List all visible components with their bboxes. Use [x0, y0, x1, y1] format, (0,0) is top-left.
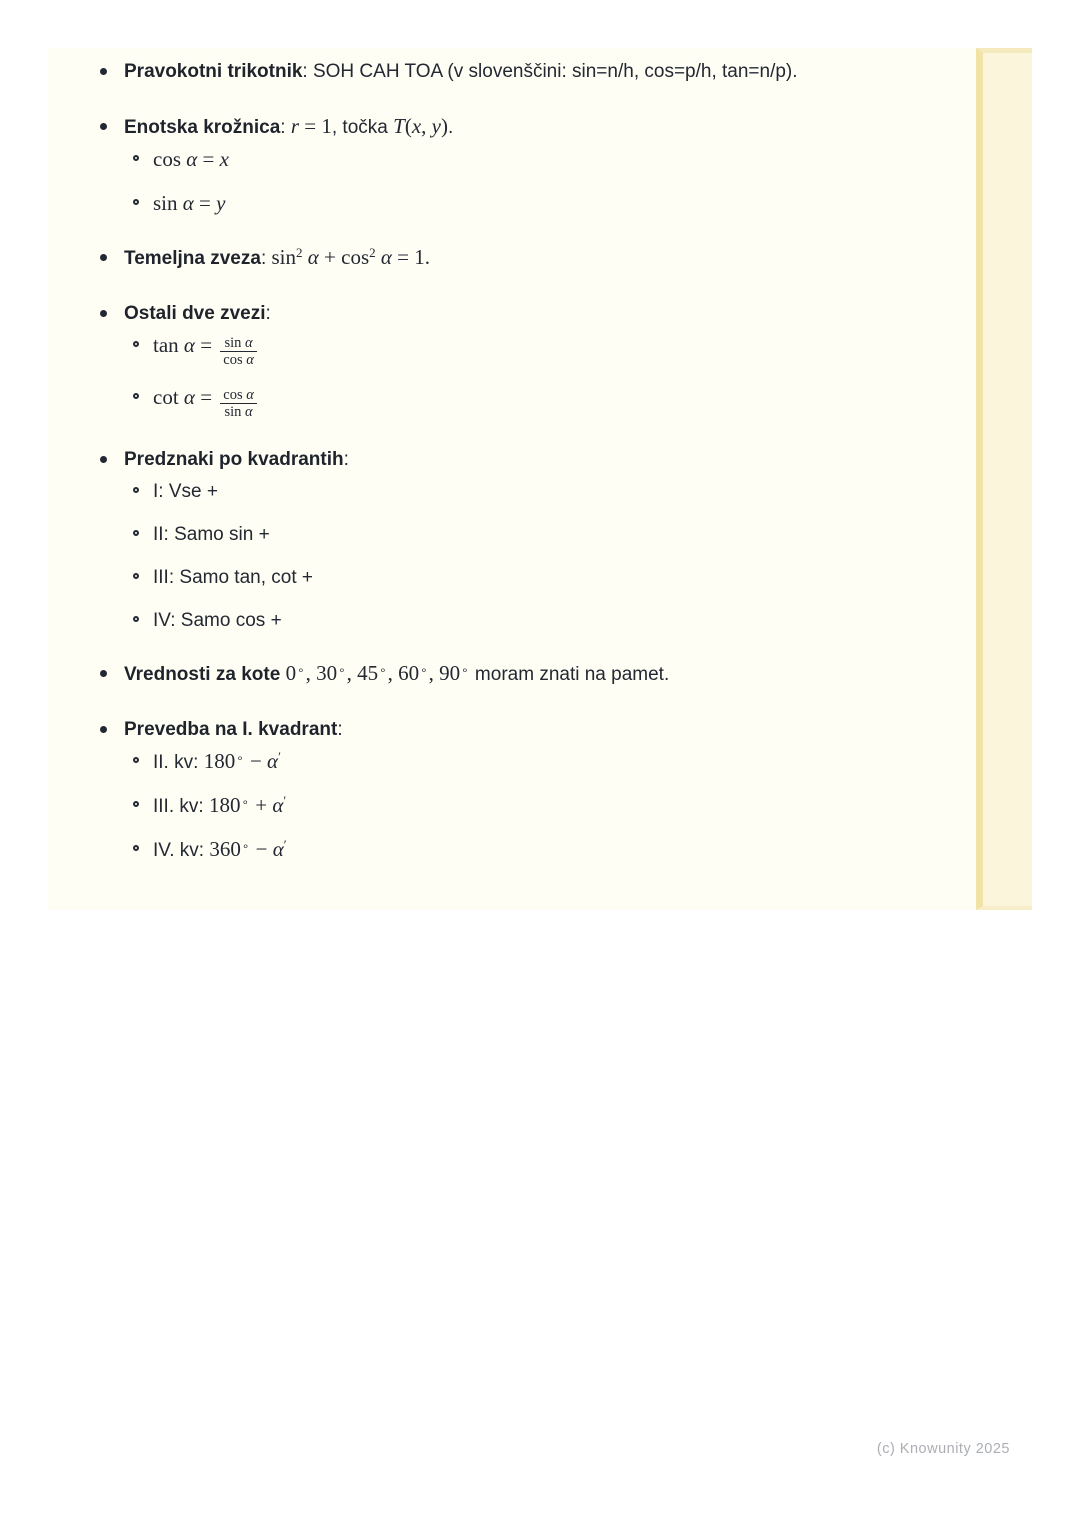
bullet-circle-icon	[133, 845, 139, 851]
sub-list-item	[100, 792, 912, 820]
notes-list	[100, 56, 912, 864]
text-run: 180	[208, 793, 241, 818]
bullet-dot-icon	[100, 456, 107, 463]
bullet-dot-icon	[100, 726, 107, 733]
text-run: =	[197, 147, 220, 171]
text-run: α	[186, 147, 198, 171]
text-run: IV. kv:	[153, 840, 210, 862]
text-run: α	[380, 245, 392, 269]
list-item-text	[153, 607, 282, 634]
text-run: , točka	[331, 117, 394, 138]
text-run: : SOH CAH TOA (v slovenščini: sin=n/h, cos=p/h, tan=n/p).	[302, 61, 798, 82]
text-run: 360	[209, 837, 241, 862]
sub-list-item	[100, 521, 912, 548]
text-run: T	[393, 114, 405, 138]
text-run: + cos	[318, 245, 370, 269]
text-run: =	[194, 333, 218, 357]
text-run: =	[193, 191, 217, 215]
list-item-text	[124, 658, 669, 690]
text-run: α	[183, 385, 195, 410]
sub-list-item	[100, 836, 912, 864]
list-item-text	[124, 444, 349, 475]
text-run: Prevedba na I. kvadrant	[124, 719, 338, 741]
text-run: 180	[203, 749, 236, 774]
bullet-circle-icon	[133, 757, 139, 763]
text-run: α	[272, 793, 284, 818]
bullet-circle-icon	[133, 573, 139, 579]
sub-list-item	[100, 190, 912, 218]
text-run: :	[280, 117, 291, 138]
text-run: III. kv:	[153, 796, 209, 818]
text-run: (	[404, 114, 412, 138]
list-item-text	[153, 478, 218, 505]
bullet-circle-icon	[133, 616, 139, 622]
sub-list-item	[100, 748, 912, 776]
text-run: α	[245, 404, 253, 421]
list-item-text	[153, 564, 313, 591]
text-run: ∘	[241, 839, 250, 854]
fraction-denominator	[220, 403, 257, 420]
text-run: :	[343, 449, 349, 471]
text-run: Ostali dve zvezi	[124, 303, 266, 324]
list-item-text	[153, 836, 287, 864]
text-run: II. kv:	[153, 752, 204, 774]
text-run: , 30	[305, 661, 338, 686]
bullet-dot-icon	[100, 68, 107, 75]
fraction-numerator	[220, 387, 257, 403]
text-run: α	[272, 837, 284, 862]
text-run: y	[431, 114, 441, 138]
list-item-text	[153, 792, 286, 820]
text-run: y	[216, 191, 226, 215]
text-run: cot	[153, 385, 184, 410]
text-run: sin	[153, 191, 183, 215]
list-item	[100, 111, 912, 143]
text-run: ∘	[241, 795, 249, 810]
bullet-circle-icon	[133, 530, 139, 536]
sub-list-item	[100, 332, 912, 368]
text-run: r	[290, 114, 300, 138]
text-run: α	[307, 245, 319, 269]
text-run: :	[337, 719, 343, 741]
text-run: x	[219, 147, 229, 171]
text-run: ′	[278, 749, 281, 765]
text-run: , 60	[387, 661, 420, 686]
text-run: II: Samo sin +	[153, 524, 270, 546]
text-run: α	[267, 749, 279, 774]
text-run: ,	[421, 114, 432, 138]
text-run: +	[249, 793, 273, 818]
text-run: −	[244, 749, 268, 774]
fraction-denominator	[220, 351, 257, 368]
notes-card	[48, 48, 1032, 910]
text-run: .	[447, 117, 454, 138]
text-run: ∘	[297, 663, 305, 678]
text-run: ′	[283, 837, 287, 853]
list-item-text	[153, 332, 257, 368]
sub-list-item	[100, 478, 912, 505]
text-run: α	[183, 333, 195, 357]
text-run: sin	[224, 334, 246, 351]
sub-list-item	[100, 564, 912, 591]
list-item-text	[153, 384, 257, 420]
list-item-text	[124, 56, 798, 87]
text-run: α	[246, 387, 254, 403]
text-run: = 1	[299, 114, 332, 138]
list-item-text	[153, 521, 270, 548]
bullet-circle-icon	[133, 341, 139, 347]
text-run: ∘	[236, 751, 244, 766]
sub-list-item	[100, 384, 912, 420]
text-run: 2	[296, 244, 303, 260]
text-run: I: Vse +	[153, 481, 218, 503]
text-run: = 1.	[391, 245, 431, 269]
bullet-circle-icon	[133, 199, 139, 205]
text-run: III: Samo tan, cot +	[153, 567, 313, 589]
list-item	[100, 242, 912, 274]
list-item-text	[153, 190, 225, 218]
list-item-text	[153, 748, 281, 776]
bullet-dot-icon	[100, 310, 107, 317]
text-run: ∘	[379, 663, 387, 678]
sub-list-item	[100, 607, 912, 634]
fraction	[220, 387, 257, 420]
text-run: IV: Samo cos +	[153, 610, 282, 632]
list-item	[100, 298, 912, 329]
bullet-circle-icon	[133, 801, 139, 807]
text-run: α	[245, 334, 253, 351]
text-run: x	[411, 114, 422, 138]
text-run: α	[246, 352, 254, 368]
text-run: sin	[224, 404, 246, 421]
list-item-text	[124, 111, 453, 143]
text-run: ∘	[420, 663, 428, 678]
text-run: α	[182, 191, 194, 215]
highlight-stripe	[976, 48, 1032, 910]
list-item-text	[124, 298, 271, 329]
text-run: Vrednosti za kote	[124, 664, 281, 686]
list-item-text	[124, 714, 343, 745]
bullet-dot-icon	[100, 670, 107, 677]
sub-list-item	[100, 146, 912, 174]
text-run: Pravokotni trikotnik	[124, 61, 303, 82]
text-run: cos	[223, 352, 247, 368]
text-run: tan	[153, 333, 184, 357]
text-run: :	[265, 303, 271, 324]
list-item	[100, 56, 912, 87]
list-item	[100, 444, 912, 475]
text-run: Predznaki po kvadrantih	[124, 449, 344, 471]
watermark-text: (c) Knowunity 2025	[876, 1441, 1010, 1457]
text-run: ′	[283, 793, 287, 809]
text-run: cos	[223, 387, 247, 403]
text-run: ∘	[461, 663, 469, 678]
fraction-numerator	[220, 335, 257, 351]
text-run: −	[250, 837, 273, 862]
list-item-text	[124, 242, 430, 274]
text-run: Temeljna zveza	[124, 248, 261, 269]
text-run: )	[440, 114, 448, 138]
text-run: , 90	[428, 661, 461, 686]
text-run: 2	[369, 244, 376, 260]
bullet-dot-icon	[100, 123, 107, 130]
text-run: cos	[153, 147, 187, 171]
text-run: 0	[285, 661, 297, 686]
bullet-dot-icon	[100, 254, 107, 261]
text-run: moram znati na pamet.	[469, 664, 670, 686]
text-run: ∘	[338, 663, 346, 678]
fraction	[220, 335, 257, 368]
text-run: =	[194, 385, 218, 410]
bullet-circle-icon	[133, 487, 139, 493]
bullet-circle-icon	[133, 155, 139, 161]
list-item	[100, 714, 912, 745]
list-item-text	[153, 146, 229, 174]
text-run: sin	[271, 245, 297, 269]
text-run: , 45	[346, 661, 379, 686]
text-run: Enotska krožnica	[124, 117, 281, 138]
text-run: :	[260, 248, 272, 269]
bullet-circle-icon	[133, 393, 139, 399]
list-item	[100, 658, 912, 690]
